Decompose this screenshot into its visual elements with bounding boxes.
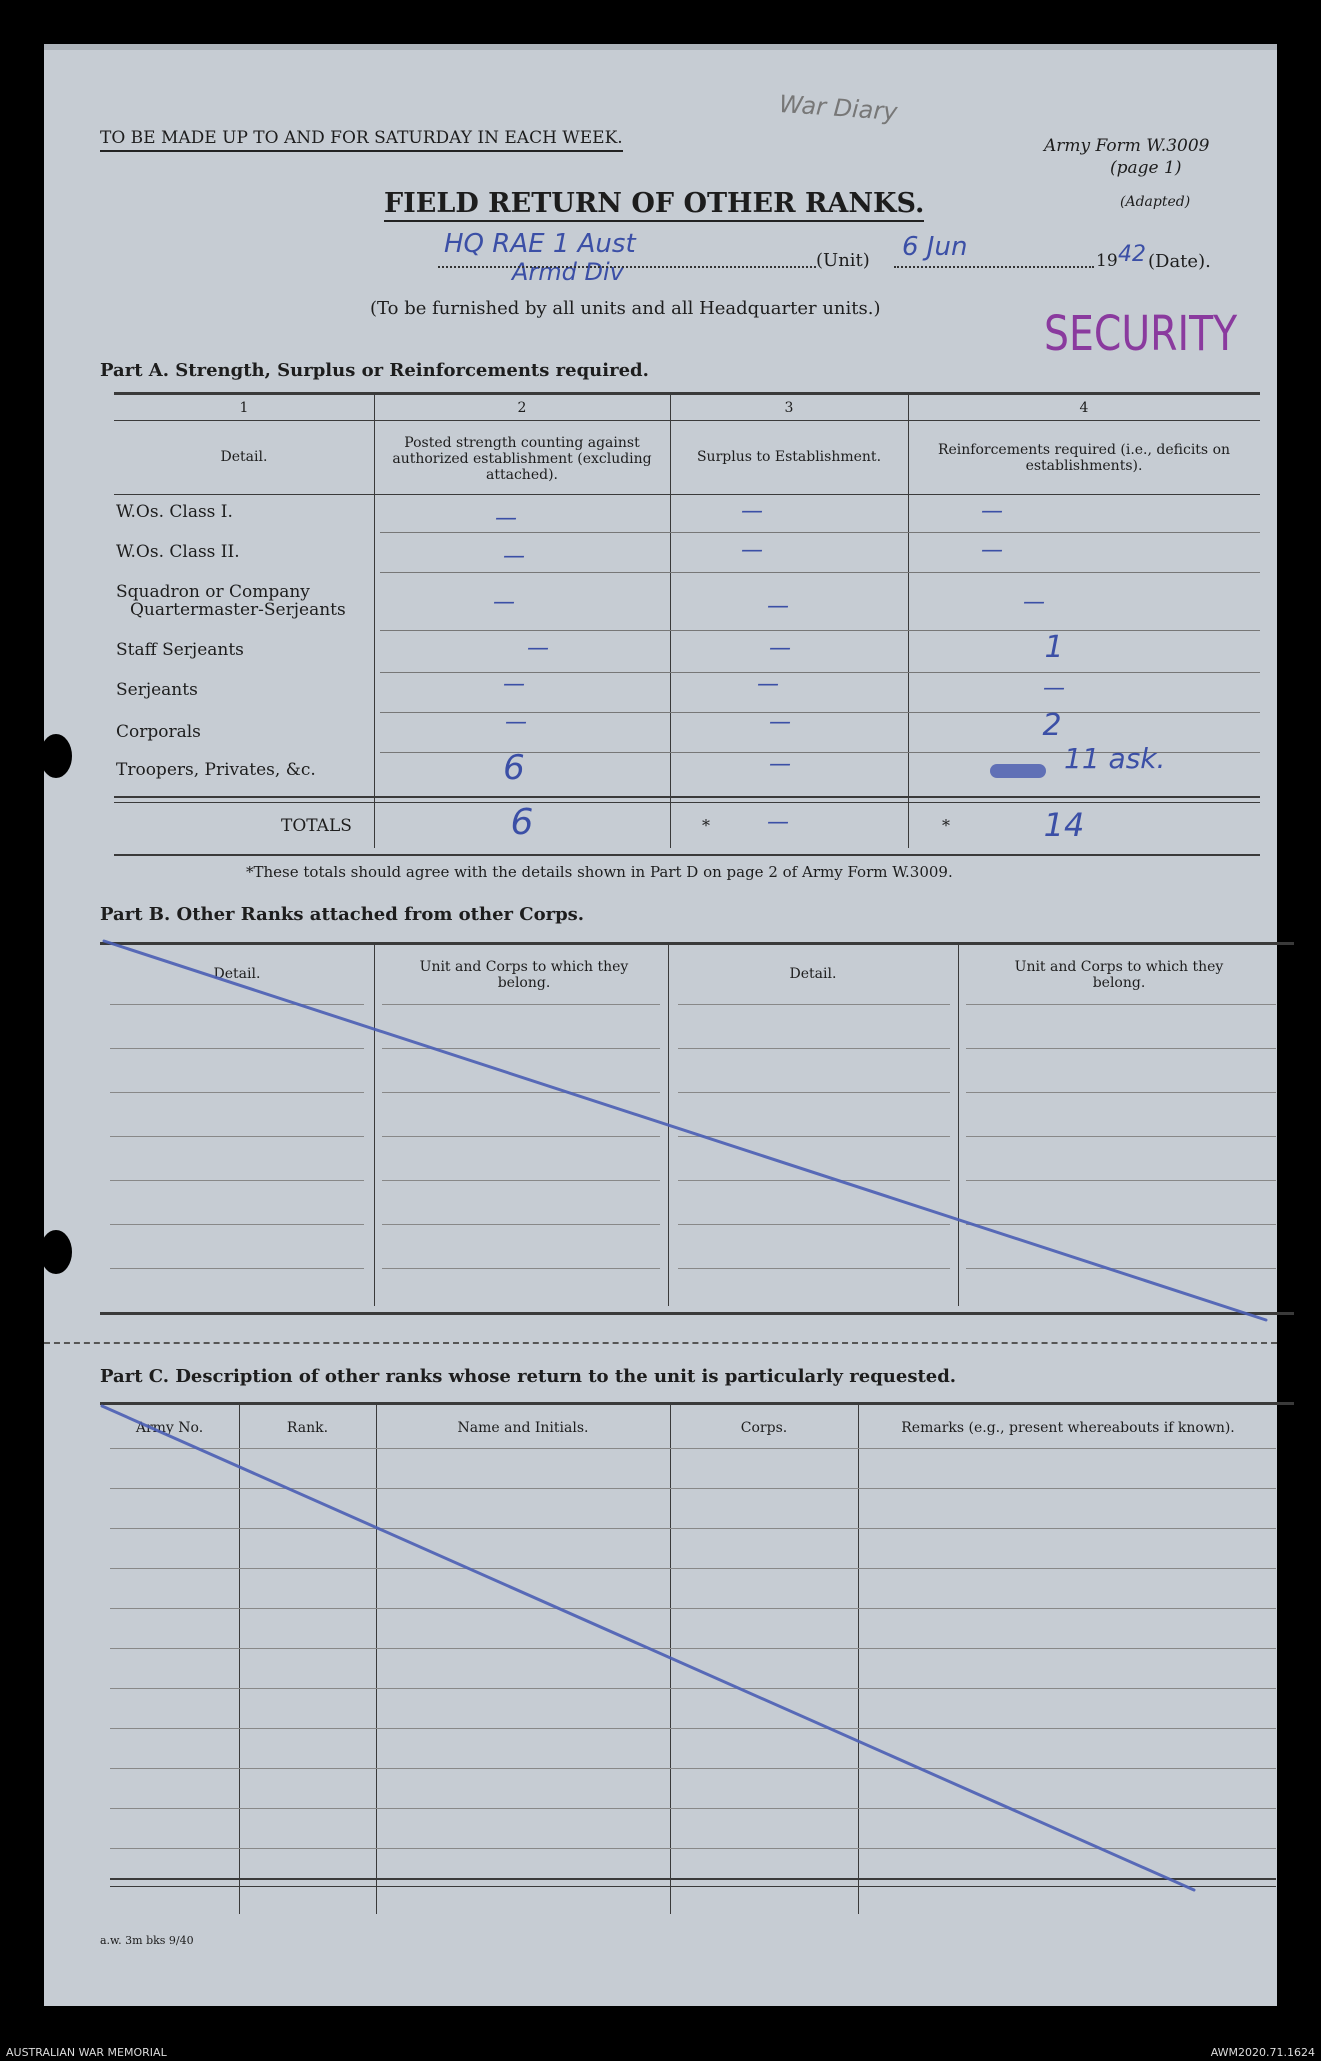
footer-left: AUSTRALIAN WAR MEMORIAL: [6, 2046, 167, 2059]
strike-through-lines: [44, 44, 1277, 2006]
part-b-header-detail-1: Detail.: [213, 966, 261, 982]
asterisk-surplus: *: [702, 816, 710, 835]
cell-posted-sjts: —: [503, 672, 525, 697]
cell-surplus-cqms: —: [767, 594, 789, 619]
print-code: a.w. 3m bks 9/40: [100, 1934, 194, 1947]
row-label-cqms: Squadron or Company: [116, 582, 310, 602]
unit-value-line1: HQ RAE 1 Aust: [444, 229, 636, 259]
part-c-header-army-no: Army No.: [135, 1420, 204, 1436]
punch-hole-bottom: [40, 1230, 72, 1274]
col-header-surplus: Surplus to Establishment.: [696, 449, 882, 465]
part-c-header-remarks: Remarks (e.g., present whereabouts if known).: [901, 1420, 1235, 1436]
row-label-privates: Troopers, Privates, &c.: [116, 760, 316, 780]
totals-label: TOTALS: [281, 816, 352, 836]
cell-surplus-wo1: —: [741, 499, 763, 524]
total-surplus: —: [767, 810, 789, 835]
total-posted: 6: [510, 802, 534, 843]
form-sheet: [44, 44, 1277, 2006]
cell-surplus-sjts: —: [757, 672, 779, 697]
handwritten-note: War Diary: [778, 89, 899, 127]
col-number-2: 2: [517, 400, 527, 416]
part-a-title: Part A. Strength, Surplus or Reinforcements required.: [100, 360, 649, 381]
part-b-title: Part B. Other Ranks attached from other Corps.: [100, 904, 585, 925]
year-prefix: 19: [1096, 251, 1118, 271]
col-header-reinforcements: Reinforcements required (i.e., deficits on establishments).: [937, 442, 1231, 474]
col-number-3: 3: [784, 400, 794, 416]
row-label-wo1: W.Os. Class I.: [116, 502, 233, 522]
date-label: (Date).: [1148, 251, 1211, 272]
unit-value-line2: Armd Div: [512, 258, 624, 286]
row-label-corporals: Corporals: [116, 722, 201, 742]
part-c-title: Part C. Description of other ranks whose return to the unit is particularly requested.: [100, 1366, 957, 1387]
form-name: Army Form W.3009: [1044, 136, 1210, 156]
cell-surplus-wo2: —: [741, 538, 763, 563]
cell-reinf-staff-sjts: 1: [1044, 630, 1064, 665]
cell-posted-corporals: —: [505, 710, 527, 735]
adapted-note: (Adapted): [1120, 194, 1191, 210]
cell-posted-wo2: —: [503, 544, 525, 569]
page-reference: (page 1): [1110, 158, 1182, 178]
cell-reinf-corporals: 2: [1042, 708, 1062, 743]
year-suffix: 42: [1118, 242, 1146, 267]
cell-posted-staff-sjts: —: [527, 636, 549, 661]
col-number-4: 4: [1079, 400, 1089, 416]
col-header-detail: Detail.: [220, 449, 268, 465]
part-b-header-unit-1: Unit and Corps to which they belong.: [419, 959, 629, 991]
part-c-header-rank: Rank.: [286, 1420, 329, 1436]
footer-right: AWM2020.71.1624: [1210, 2046, 1315, 2059]
date-value: 6 Jun: [902, 232, 968, 262]
cell-reinf-privates: 11 ask.: [1064, 742, 1166, 775]
cell-reinf-cqms: —: [1023, 590, 1045, 615]
form-title: FIELD RETURN OF OTHER RANKS.: [384, 188, 924, 222]
security-stamp: SECURITY: [1044, 306, 1238, 362]
part-c-header-name: Name and Initials.: [457, 1420, 589, 1436]
col-number-1: 1: [239, 400, 249, 416]
cell-posted-privates: 6: [503, 748, 525, 788]
cell-posted-cqms: —: [493, 590, 515, 615]
part-a-footnote: *These totals should agree with the details shown in Part D on page 2 of Army Form W.3009.: [246, 863, 953, 881]
cell-surplus-corporals: —: [769, 710, 791, 735]
row-label-cqms-2: Quartermaster-Serjeants: [130, 600, 346, 620]
part-b-header-detail-2: Detail.: [789, 966, 837, 982]
subtitle: (To be furnished by all units and all Headquarter units.): [370, 298, 881, 319]
cell-surplus-privates: —: [769, 752, 791, 777]
cell-reinf-sjts: —: [1043, 676, 1065, 701]
part-c-header-corps: Corps.: [740, 1420, 788, 1436]
part-b-header-unit-2: Unit and Corps to which they belong.: [1014, 959, 1224, 991]
instruction-text: TO BE MADE UP TO AND FOR SATURDAY IN EACH WEEK.: [100, 128, 623, 152]
col-header-posted: Posted strength counting against authorized establishment (excluding attached).: [392, 435, 652, 483]
cell-posted-wo1: —: [495, 506, 517, 531]
cell-surplus-staff-sjts: —: [769, 636, 791, 661]
cell-reinf-wo1: —: [981, 499, 1003, 524]
cell-reinf-wo2: —: [981, 538, 1003, 563]
row-label-wo2: W.Os. Class II.: [116, 542, 240, 562]
total-reinf: 14: [1043, 806, 1085, 844]
row-label-sjts: Serjeants: [116, 680, 198, 700]
asterisk-reinf: *: [942, 816, 950, 835]
unit-label: (Unit): [816, 250, 870, 271]
punch-hole-top: [40, 734, 72, 778]
row-label-staff-sjts: Staff Serjeants: [116, 640, 244, 660]
